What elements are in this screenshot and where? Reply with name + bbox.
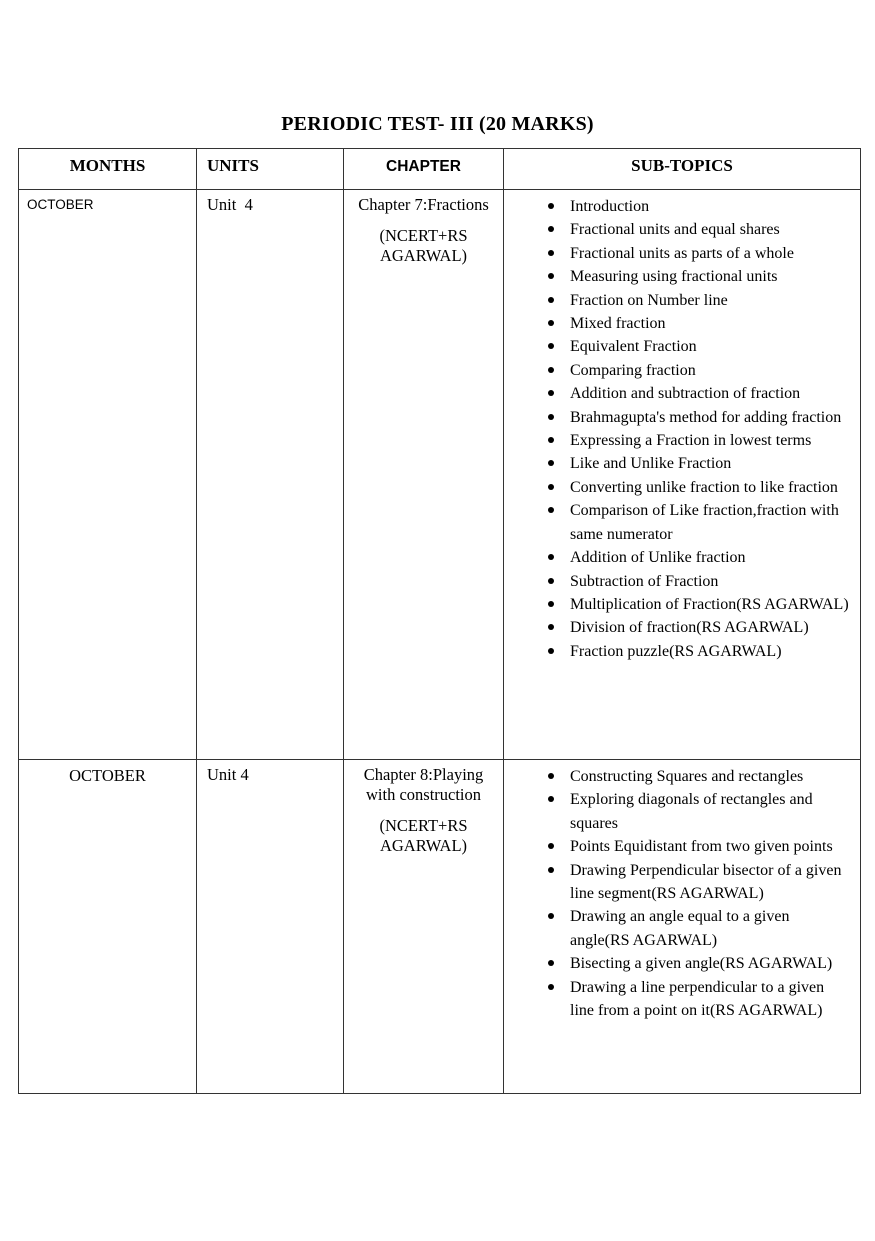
subtopic-item: Like and Unlike Fraction <box>548 452 852 475</box>
subtopic-item: Points Equidistant from two given points <box>548 835 852 858</box>
subtopic-item: Fractional units as parts of a whole <box>548 242 852 265</box>
unit-cell: Unit 4 <box>197 760 344 1094</box>
subtopic-item: Bisecting a given angle(RS AGARWAL) <box>548 952 852 975</box>
subtopic-item: Comparison of Like fraction,fraction with same numerator <box>548 499 852 546</box>
subtopic-item: Division of fraction(RS AGARWAL) <box>548 616 852 639</box>
subtopics-cell <box>504 190 861 760</box>
chapter-cell <box>344 190 504 760</box>
subtopic-item: Brahmagupta's method for adding fraction <box>548 406 852 429</box>
subtopic-item: Multiplication of Fraction(RS AGARWAL) <box>548 593 852 616</box>
subtopic-item: Drawing an angle equal to a given angle(RS AGARWAL) <box>548 905 852 952</box>
subtopic-item: Drawing Perpendicular bisector of a given line segment(RS AGARWAL) <box>548 859 852 906</box>
chapter-books: (NCERT+RS AGARWAL) <box>379 816 468 855</box>
header-cell-chapter: CHAPTER <box>344 149 504 190</box>
table-row-october-fractions <box>19 190 861 760</box>
chapter-cell <box>344 760 504 1094</box>
subtopic-item: Constructing Squares and rectangles <box>548 765 852 788</box>
header-cell-subtopics: SUB-TOPICS <box>504 149 861 190</box>
subtopic-item: Mixed fraction <box>548 312 852 335</box>
month-cell: OCTOBER <box>19 190 197 760</box>
chapter-title: Chapter 7:Fractions <box>358 195 489 214</box>
header-cell-units: UNITS <box>197 149 344 190</box>
subtopic-item: Fraction on Number line <box>548 289 852 312</box>
subtopic-item: Subtraction of Fraction <box>548 570 852 593</box>
subtopics-cell <box>504 760 861 1094</box>
subtopic-item: Fraction puzzle(RS AGARWAL) <box>548 640 852 663</box>
subtopics-list <box>512 195 852 663</box>
subtopic-item: Converting unlike fraction to like fraction <box>548 476 852 499</box>
header-row <box>19 149 861 190</box>
subtopic-item: Addition of Unlike fraction <box>548 546 852 569</box>
header-cell-months: MONTHS <box>19 149 197 190</box>
subtopic-item: Exploring diagonals of rectangles and squares <box>548 788 852 835</box>
subtopic-item: Addition and subtraction of fraction <box>548 382 852 405</box>
month-cell: OCTOBER <box>19 760 197 1094</box>
chapter-books: (NCERT+RS AGARWAL) <box>379 226 468 265</box>
subtopic-item: Measuring using fractional units <box>548 265 852 288</box>
subtopics-list <box>512 765 852 1022</box>
subtopic-item: Expressing a Fraction in lowest terms <box>548 429 852 452</box>
page-title: PERIODIC TEST- III (20 MARKS) <box>281 113 594 135</box>
unit-cell: Unit 4 <box>197 190 344 760</box>
subtopic-item: Comparing fraction <box>548 359 852 382</box>
subtopic-item: Introduction <box>548 195 852 218</box>
subtopic-item: Fractional units and equal shares <box>548 218 852 241</box>
chapter-title: Chapter 8:Playing with construction <box>363 765 484 804</box>
subtopic-item: Drawing a line perpendicular to a given line from a point on it(RS AGARWAL) <box>548 976 852 1023</box>
schedule-table <box>18 148 861 1094</box>
table-row-october-construction <box>19 760 861 1094</box>
subtopic-item: Equivalent Fraction <box>548 335 852 358</box>
